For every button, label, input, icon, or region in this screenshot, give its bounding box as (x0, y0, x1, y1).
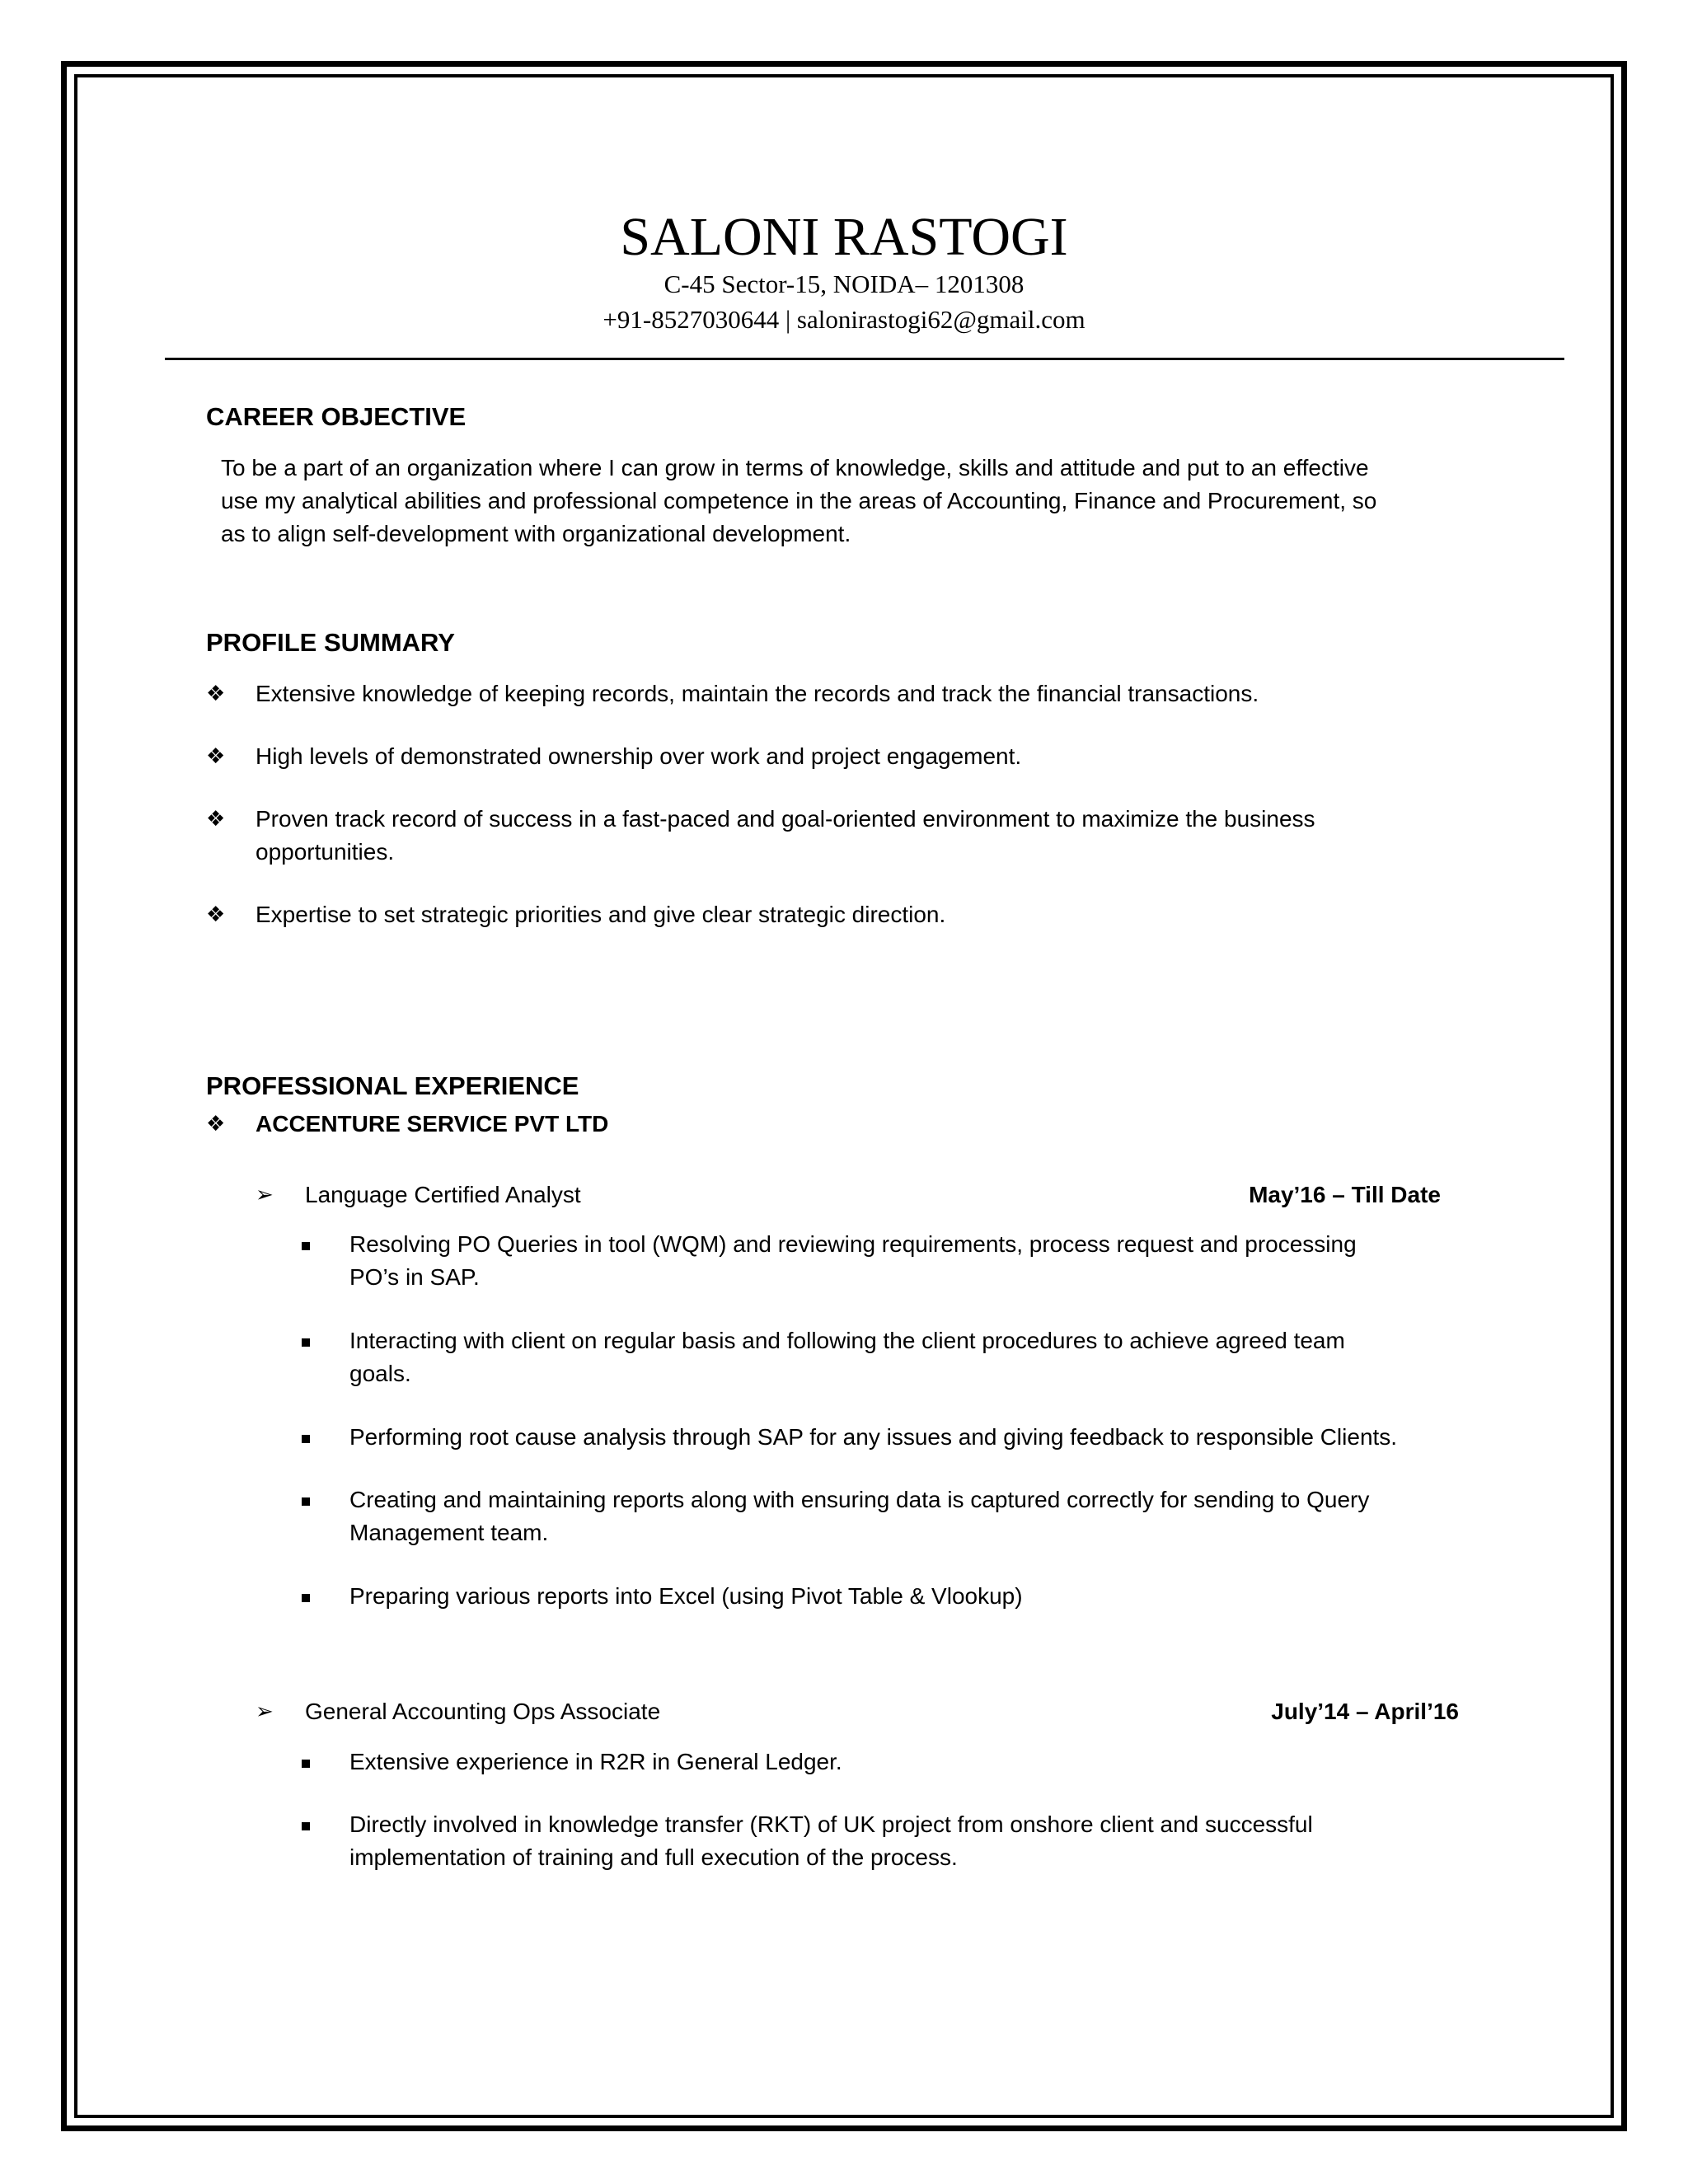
role-point: Directly involved in knowledge transfer (RKT) of UK project from onshore client and successful implementation of training and full execution of the process. (349, 1811, 1313, 1870)
role-point: Preparing various reports into Excel (using Pivot Table & Vlookup) (349, 1583, 1023, 1609)
experience-heading: PROFESSIONAL EXPERIENCE (206, 1071, 579, 1100)
summary-bullet: Proven track record of success in a fast-paced and goal-oriented environment to maximize the business opportunities. (256, 806, 1315, 865)
summary-bullet: Expertise to set strategic priorities and give clear strategic direction. (256, 902, 946, 927)
square-bullet-icon (302, 1338, 310, 1347)
square-bullet-icon (302, 1435, 310, 1443)
arrow-bullet-icon: ➢ (256, 1699, 274, 1724)
diamond-bullet-icon: ❖ (206, 807, 226, 832)
role-point: Resolving PO Queries in tool (WQM) and reviewing requirements, process request and processing PO’s in SAP. (349, 1231, 1357, 1290)
role-point: Creating and maintaining reports along with ensuring data is captured correctly for sending to Query Management team. (349, 1487, 1370, 1545)
role-point: Performing root cause analysis through SAP for any issues and giving feedback to responsible Clients. (349, 1424, 1398, 1450)
header-divider (165, 358, 1564, 360)
summary-bullet: Extensive knowledge of keeping records, maintain the records and track the financial transactions. (256, 681, 1259, 706)
career-objective-text (221, 452, 1507, 551)
career-objective-heading: CAREER OBJECTIVE (206, 402, 467, 431)
role-dates: July’14 – April’16 (1271, 1699, 1459, 1724)
diamond-bullet-icon: ❖ (206, 682, 226, 706)
contact-line: +91-8527030644 | salonirastogi62@gmail.com (603, 305, 1085, 334)
objective-line: use my analytical abilities and professional competence in the areas of Accounting, Finance and Procurement, so (221, 488, 1377, 513)
candidate-name: SALONI RASTOGI (620, 207, 1068, 267)
square-bullet-icon (302, 1760, 310, 1768)
square-bullet-icon (302, 1594, 310, 1602)
role-title: Language Certified Analyst (305, 1182, 581, 1207)
profile-summary-heading: PROFILE SUMMARY (206, 628, 455, 657)
role-dates: May’16 – Till Date (1249, 1182, 1441, 1207)
address: C-45 Sector-15, NOIDA– 1201308 (663, 269, 1025, 298)
role-title: General Accounting Ops Associate (305, 1699, 661, 1724)
square-bullet-icon (302, 1497, 310, 1506)
square-bullet-icon (302, 1822, 310, 1830)
company-name: ACCENTURE SERVICE PVT LTD (256, 1111, 609, 1137)
arrow-bullet-icon: ➢ (256, 1183, 274, 1207)
diamond-bullet-icon: ❖ (206, 1112, 226, 1137)
role-point: Extensive experience in R2R in General Ledger. (349, 1749, 842, 1774)
objective-line: To be a part of an organization where I can grow in terms of knowledge, skills and attitude and put to an effective (221, 455, 1369, 480)
diamond-bullet-icon: ❖ (206, 744, 226, 769)
objective-line: as to align self-development with organizational development. (221, 521, 851, 546)
square-bullet-icon (302, 1242, 310, 1250)
summary-bullet: High levels of demonstrated ownership over work and project engagement. (256, 743, 1022, 769)
role-point: Interacting with client on regular basis and following the client procedures to achieve agreed team goals. (349, 1328, 1345, 1386)
diamond-bullet-icon: ❖ (206, 902, 226, 927)
